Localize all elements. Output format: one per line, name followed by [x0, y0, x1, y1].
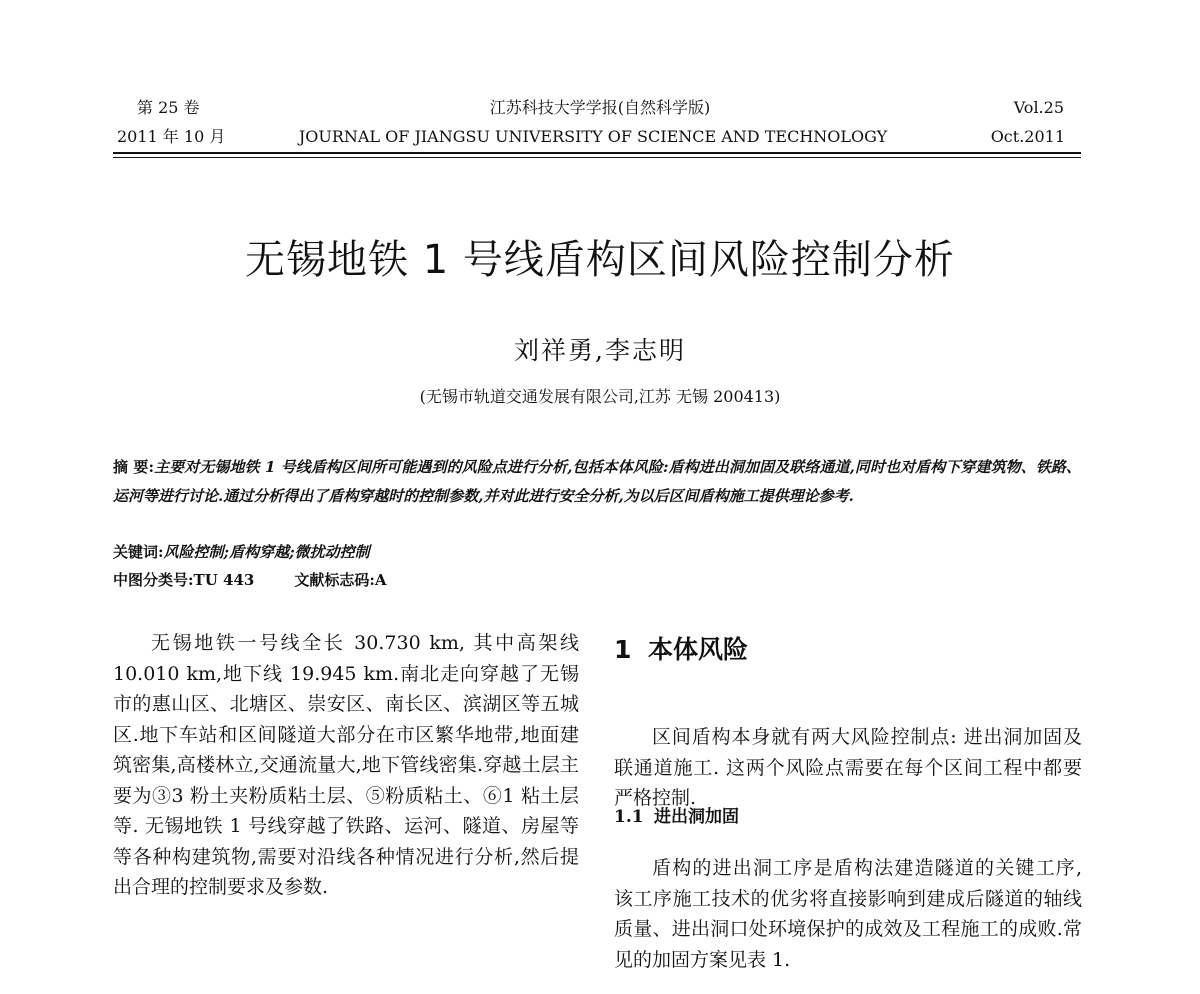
header-volume-cn: 第 25 卷	[137, 98, 200, 117]
header-date-cn: 2011 年 10 月	[117, 127, 226, 146]
section-1-heading	[614, 634, 748, 666]
article-title: 无锡地铁 1 号线盾构区间风险控制分析	[245, 237, 955, 283]
header-rule-thick	[113, 152, 1081, 154]
section-1-1-title: 进出洞加固	[654, 807, 739, 827]
keywords-text: 风险控制;盾构穿越;微扰动控制	[163, 543, 370, 561]
section-1-1-body	[614, 834, 1082, 994]
abstract	[113, 453, 1081, 511]
keywords	[113, 541, 370, 563]
article-affiliation: (无锡市轨道交通发展有限公司,江苏 无锡 200413)	[419, 387, 781, 406]
section-1-paragraph: 区间盾构本身就有两大风险控制点: 进出洞加固及联通道施工. 这两个风险点需要在每个区间工程中都要严格控制.	[614, 726, 1082, 809]
header-rule-thin	[113, 157, 1081, 158]
header-volume-en: Vol.25	[1013, 98, 1064, 117]
section-1-1-number: 1.1	[614, 807, 644, 827]
intro-paragraph: 无锡地铁一号线全长 30.730 km, 其中高架线 10.010 km,地下线 19.945 km.南北走向穿越了无锡市的惠山区、北塘区、崇安区、南长区、滨湖区等五城区.地下车站和区间隧道大部分在市区繁华地带,地面建筑密集,高楼林立,交通流量大,地下管线密集.穿越土层主要为③3 粉土夹粉质粘土层、⑤粉质粘土、⑥1 粘土层等. 无锡地铁 1 号线穿越了铁路、运河、隧道、房屋等等各种构建筑物,需要对沿线各种情况进行分析,然后提出合理的控制要求及参数.	[113, 632, 579, 898]
abstract-text: 主要对无锡地铁 1 号线盾构区间所可能遇到的风险点进行分析,包括本体风险:盾构进出洞加固及联络通道,同时也对盾构下穿建筑物、铁路、运河等进行讨论.通过分析得出了盾构穿越时的控制参数,并对此进行安全分析,为以后区间盾构施工提供理论参考.	[113, 458, 1081, 505]
doc-code-label: 文献标志码:	[294, 571, 375, 589]
clc-label: 中图分类号:	[113, 571, 194, 589]
clc-value: TU 443	[193, 571, 255, 589]
header-journal-en: JOURNAL OF JIANGSU UNIVERSITY OF SCIENCE AND TECHNOLOGY	[298, 127, 888, 146]
header-journal-cn: 江苏科技大学学报(自然科学版)	[489, 98, 711, 117]
section-1-1-paragraph: 盾构的进出洞工序是盾构法建造隧道的关键工序, 该工序施工技术的优劣将直接影响到建成后隧道的轴线质量、进出洞口处环境保护的成效及工程施工的成败.常见的加固方案见表 1.	[614, 857, 1082, 971]
abstract-label: 摘 要:	[113, 458, 154, 476]
intro-column	[113, 628, 579, 903]
section-1-number: 1	[614, 635, 632, 664]
keywords-label: 关键词:	[113, 543, 164, 561]
article-authors: 刘祥勇,李志明	[514, 336, 686, 365]
section-1-title: 本体风险	[648, 635, 749, 664]
classification	[113, 569, 387, 591]
section-1-1-heading	[614, 805, 739, 829]
header-date-en: Oct.2011	[990, 127, 1065, 146]
doc-code-value: A	[374, 571, 387, 589]
